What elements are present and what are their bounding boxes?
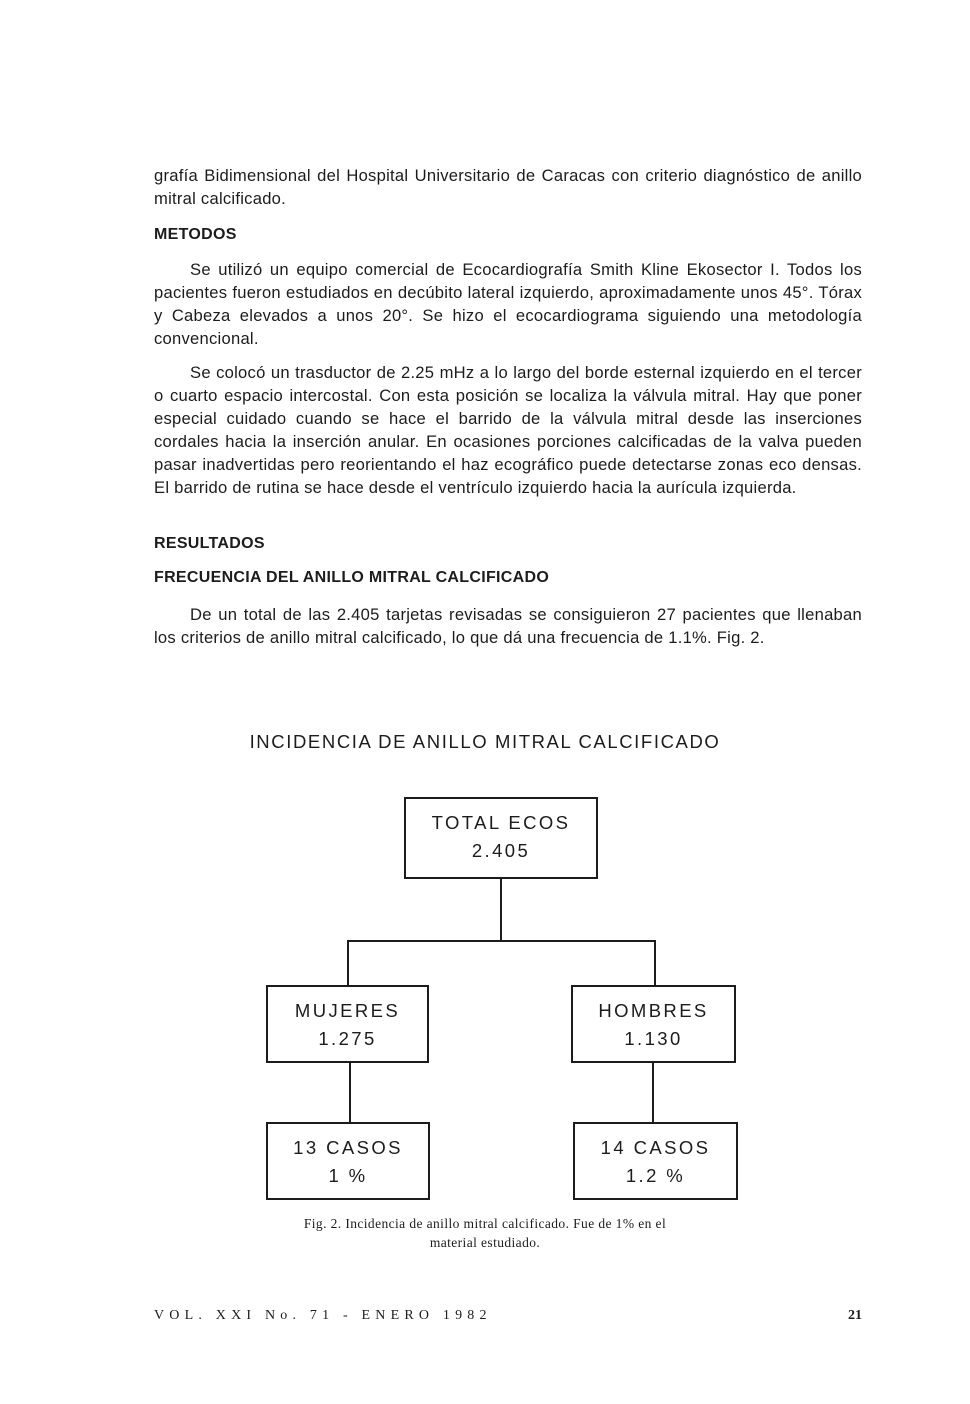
hombres-casos-label: 14 CASOS xyxy=(600,1137,711,1158)
mujeres-label: MUJERES xyxy=(294,1000,401,1021)
heading-resultados: RESULTADOS xyxy=(154,535,265,552)
total-ecos-label: TOTAL ECOS xyxy=(431,812,571,833)
connector-horizontal xyxy=(347,940,656,942)
intro-paragraph: grafía Bidimensional del Hospital Universitario de Caracas con criterio diagnóstico de anillo mitral calcificado. xyxy=(154,166,862,208)
total-ecos-box xyxy=(404,797,598,879)
hombres-value: 1.130 xyxy=(624,1028,683,1049)
frecuencia-paragraph: De un total de las 2.405 tarjetas revisadas se consiguieron 27 pacientes que llenaban los criterios de anillo mitral calcificado, lo que dá una frecuencia de 1.1%. Fig. 2. xyxy=(154,605,862,647)
total-ecos-value: 2.405 xyxy=(471,840,531,861)
mujeres-casos-box xyxy=(266,1122,430,1200)
connector-left-branch xyxy=(347,940,349,986)
metodos-paragraph-1: Se utilizó un equipo comercial de Ecocardiografía Smith Kline Ekosector I. Todos los pacientes fueron estudiados en decúbito lateral izquierdo, aproximadamente unos 45°. Tórax y Cabeza elevados a unos 20°. Se hizo el ecocardiograma siguiendo una metodología convencional. xyxy=(154,260,862,348)
heading-metodos: METODOS xyxy=(154,226,237,243)
connector-total-down xyxy=(500,879,502,941)
hombres-casos-value: 1.2 % xyxy=(625,1165,686,1186)
page-number: 21 xyxy=(848,1308,862,1323)
hombres-label: HOMBRES xyxy=(598,1000,709,1021)
metodos-paragraph-2: Se colocó un trasductor de 2.25 mHz a lo largo del borde esternal izquierdo en el tercer o cuarto espacio intercostal. Con esta posición se localiza la válvula mitral. Hay que poner especial cuidado cuando se hace el barrido de la válvula mitral desde las inserciones cordales hacia la inserción anular. En ocasiones porciones calcificadas de la valva pueden pasar inadvertidas pero reorientando el haz ecográfico puede detectarse zonas eco densas. El barrido de rutina se hace desde el ventrículo izquierdo hacia la aurícula izquierda. xyxy=(154,363,862,497)
figure-title: INCIDENCIA DE ANILLO MITRAL CALCIFICADO xyxy=(249,731,721,752)
connector-right-branch xyxy=(654,940,656,986)
connector-mujeres-down xyxy=(349,1063,351,1123)
caption-line-1: Fig. 2. Incidencia de anillo mitral calcificado. Fue de 1% en el xyxy=(303,1216,667,1231)
figure-caption xyxy=(0,1214,970,1252)
mujeres-box xyxy=(266,985,429,1063)
caption-line-2: material estudiado. xyxy=(429,1235,541,1250)
mujeres-casos-label: 13 CASOS xyxy=(293,1137,403,1158)
hombres-casos-box xyxy=(573,1122,738,1200)
heading-frecuencia: FRECUENCIA DEL ANILLO MITRAL CALCIFICADO xyxy=(154,569,550,586)
mujeres-casos-value: 1 % xyxy=(328,1165,368,1186)
journal-footer: VOL. XXI No. 71 - ENERO 1982 xyxy=(154,1308,492,1323)
connector-hombres-down xyxy=(652,1063,654,1123)
hombres-box xyxy=(571,985,736,1063)
mujeres-value: 1.275 xyxy=(318,1028,377,1049)
